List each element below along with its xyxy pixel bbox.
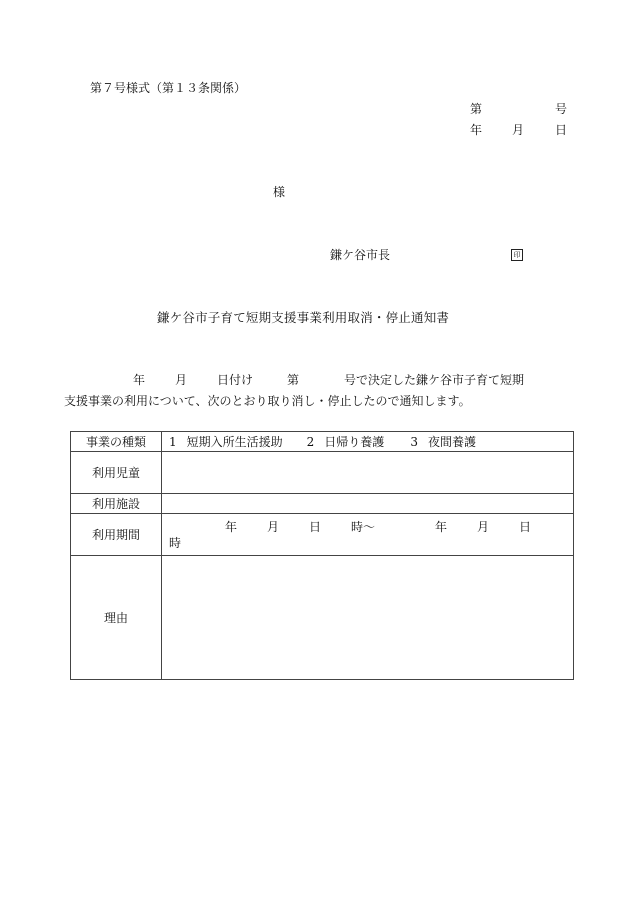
date-day: 日	[555, 123, 568, 137]
type-options	[162, 432, 574, 452]
period-from-hour: 時～	[351, 519, 376, 534]
body-dai: 第	[287, 373, 300, 387]
table-row-period	[71, 514, 574, 556]
period-from-year: 年	[225, 519, 238, 534]
body-month: 月	[175, 373, 188, 387]
period-to-day: 日	[519, 519, 532, 534]
reason-value	[162, 556, 574, 680]
period-from-month: 月	[267, 519, 280, 534]
seal-mark: 印	[511, 249, 523, 261]
doc-number-suffix: 号	[555, 102, 568, 116]
document-title: 鎌ケ谷市子育て短期支援事業利用取消・停止通知書	[157, 310, 450, 325]
date-month: 月	[512, 123, 525, 137]
period-value	[162, 514, 574, 556]
date-year: 年	[470, 123, 483, 137]
period-to-year: 年	[435, 519, 448, 534]
period-to-month: 月	[477, 519, 490, 534]
type-label: 事業の種類	[71, 432, 162, 452]
type-option-3: 3 夜間養護	[410, 435, 476, 449]
body-year: 年	[133, 373, 146, 387]
type-option-1: 1 短期入所生活援助	[169, 435, 283, 449]
table-row-child	[71, 452, 574, 494]
issuer-name: 鎌ケ谷市長	[330, 248, 391, 262]
body-line2: 支援事業の利用について、次のとおり取り消し・停止したので通知します。	[64, 394, 471, 408]
table-row-reason	[71, 556, 574, 680]
table-row-facility	[71, 494, 574, 514]
period-from-day: 日	[309, 519, 322, 534]
child-label: 利用児童	[71, 452, 162, 494]
body-date-suffix: 日付け	[217, 373, 254, 387]
period-label: 利用期間	[71, 514, 162, 556]
body-line1-rest: 号で決定した鎌ケ谷市子育て短期	[344, 373, 525, 387]
child-value	[162, 452, 574, 494]
form-number: 第７号様式（第１３条関係）	[90, 81, 247, 95]
facility-value	[162, 494, 574, 514]
table-row-type	[71, 432, 574, 452]
reason-label: 理由	[71, 556, 162, 680]
facility-label: 利用施設	[71, 494, 162, 514]
notice-table	[70, 431, 574, 680]
period-to-hour: 時	[169, 535, 182, 550]
addressee-honorific: 様	[273, 185, 286, 199]
doc-number-prefix: 第	[470, 102, 483, 116]
type-option-2: 2 日帰り養護	[306, 435, 385, 449]
